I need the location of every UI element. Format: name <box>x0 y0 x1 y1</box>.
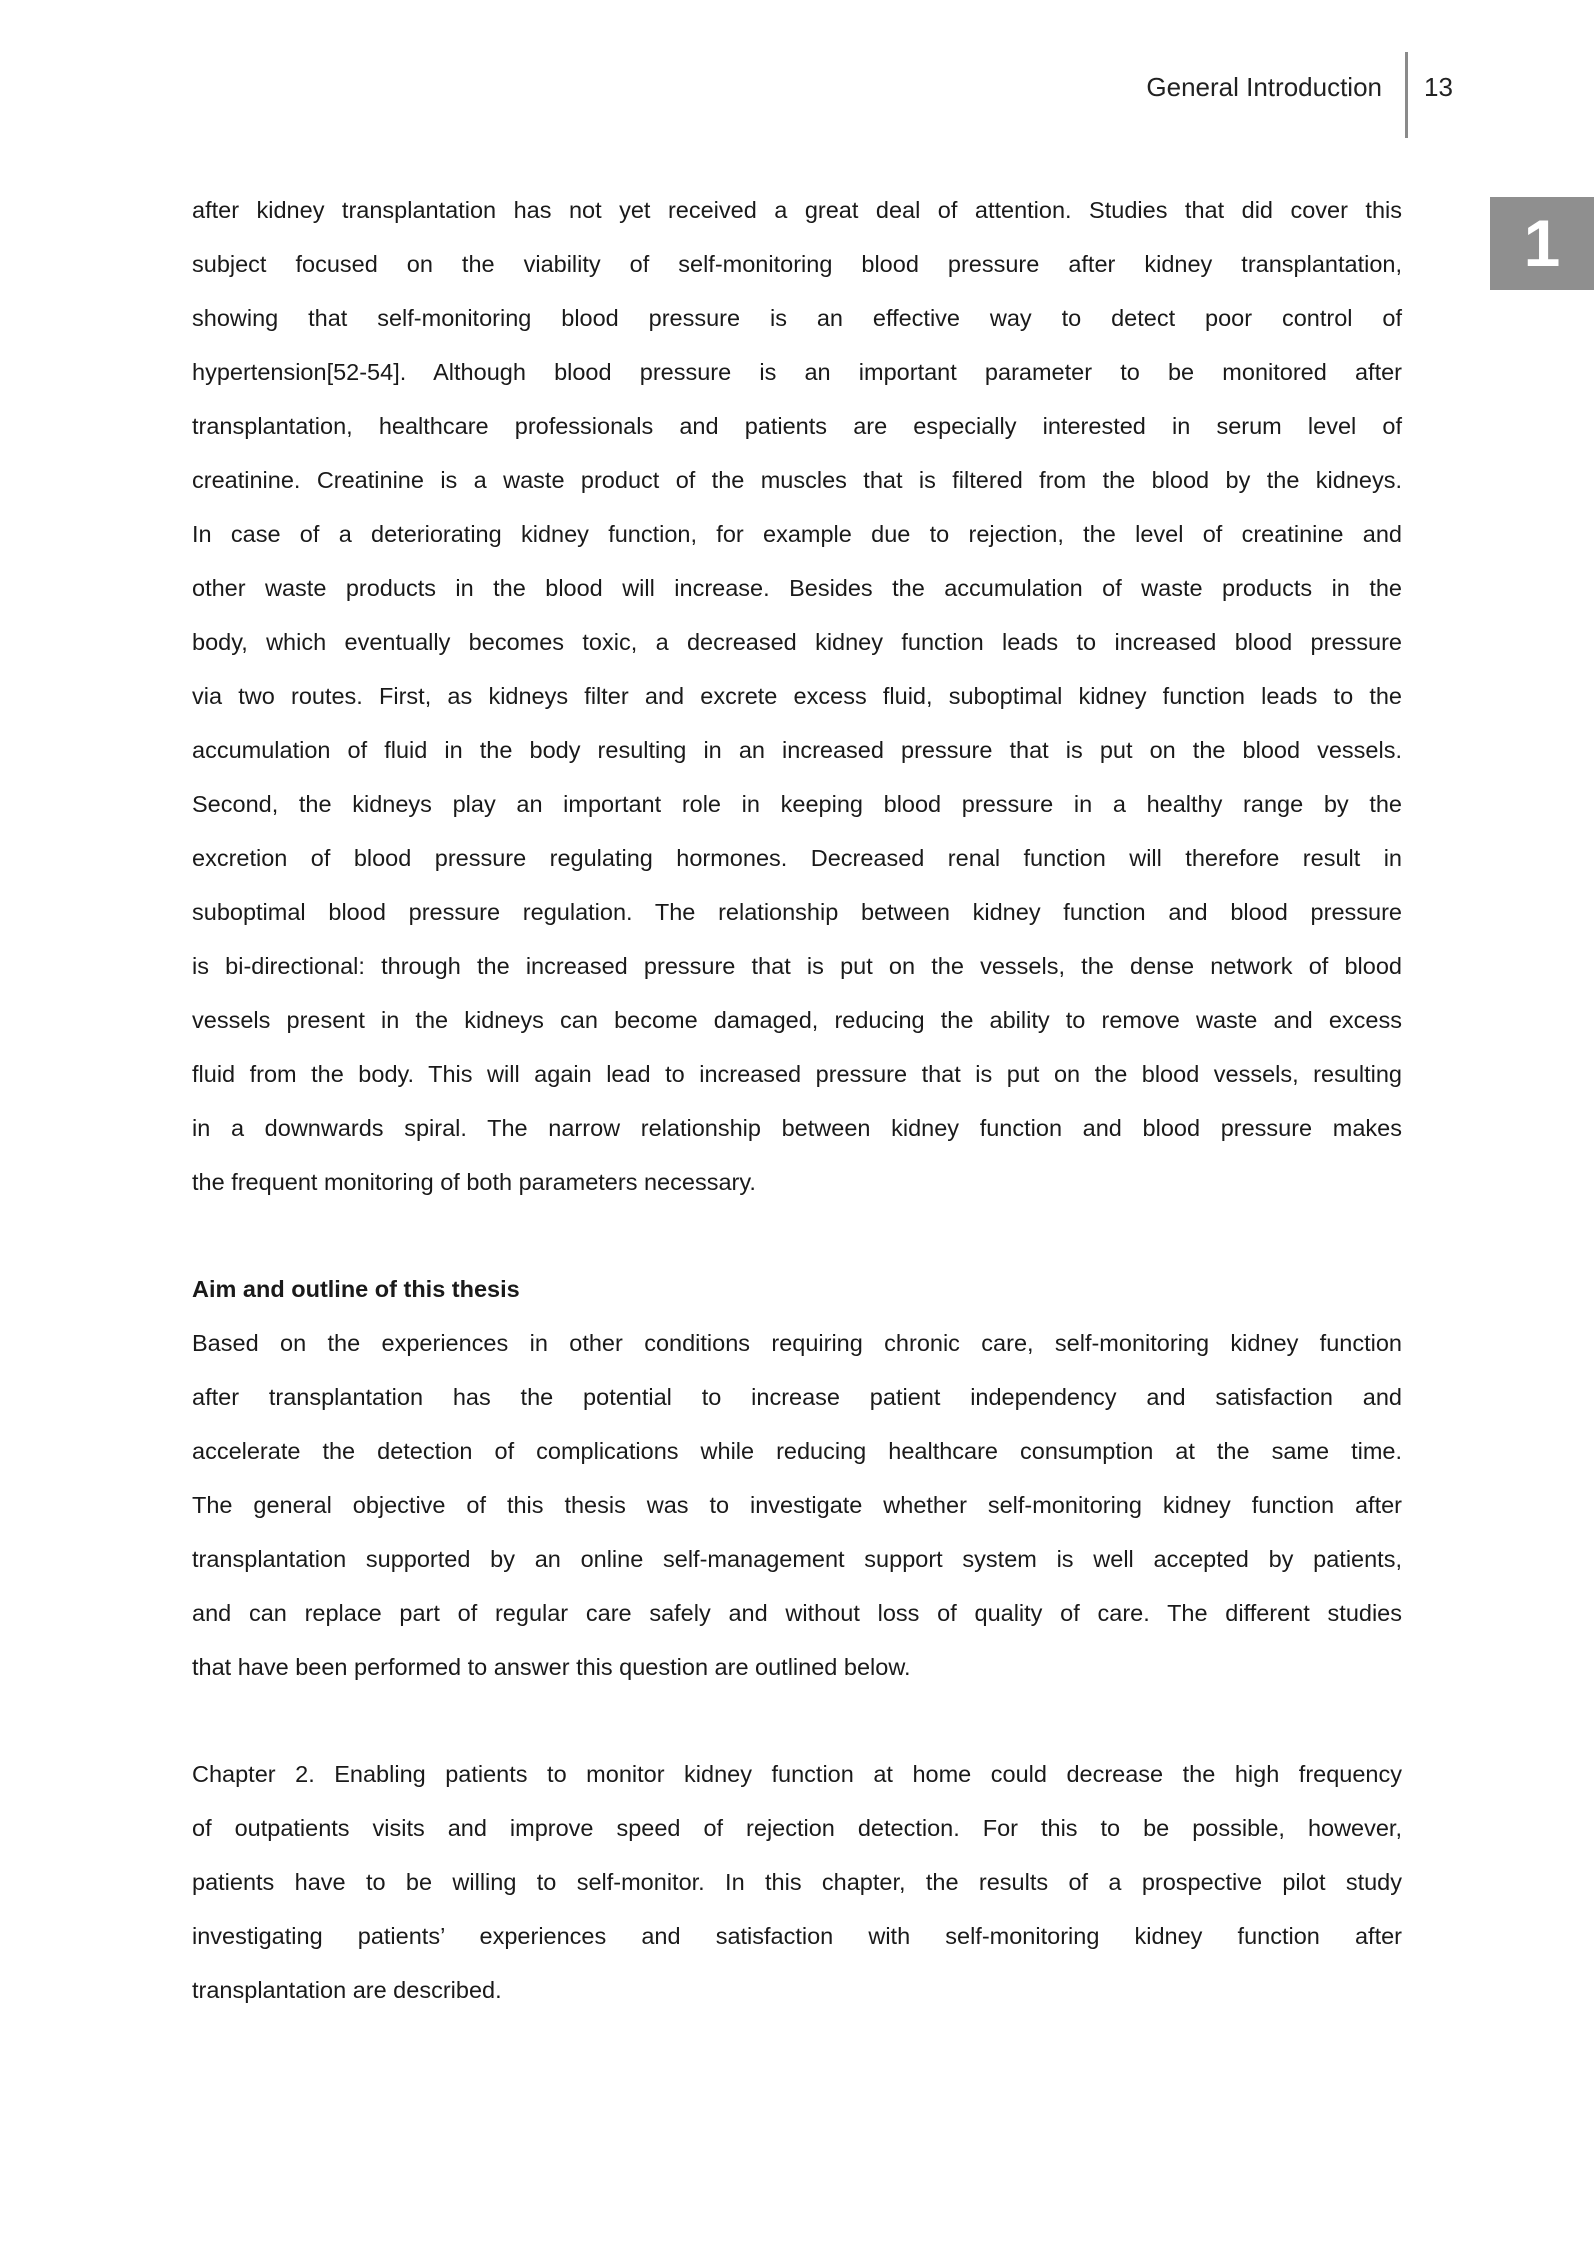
header-divider <box>1405 52 1408 138</box>
text-line: subject focused on the viability of self-monitoring blood pressure after kidney transplantation, <box>192 251 1402 277</box>
text-line: transplantation supported by an online self-management support system is well accepted by patients, <box>192 1546 1402 1572</box>
text-line: Chapter 2. Enabling patients to monitor kidney function at home could decrease the high frequency <box>192 1761 1402 1787</box>
text-line: creatinine. Creatinine is a waste product of the muscles that is filtered from the blood by the kidneys. <box>192 467 1402 493</box>
text-line: hypertension[52-54]. Although blood pressure is an important parameter to be monitored after <box>192 359 1402 385</box>
text-line: In case of a deteriorating kidney function, for example due to rejection, the level of creatinine and <box>192 521 1402 547</box>
paragraph-2 <box>192 1316 1402 1694</box>
text-line: and can replace part of regular care safely and without loss of quality of care. The different studies <box>192 1600 1402 1626</box>
text-line: in a downwards spiral. The narrow relationship between kidney function and blood pressure makes <box>192 1115 1402 1141</box>
text-line: investigating patients’ experiences and satisfaction with self-monitoring kidney function after <box>192 1923 1402 1949</box>
text-line: The general objective of this thesis was to investigate whether self-monitoring kidney function after <box>192 1492 1402 1518</box>
text-line: transplantation are described. <box>192 1977 502 2003</box>
text-line: accelerate the detection of complications while reducing healthcare consumption at the same time. <box>192 1438 1402 1464</box>
text-line: showing that self-monitoring blood pressure is an effective way to detect poor control of <box>192 305 1402 331</box>
text-line: of outpatients visits and improve speed of rejection detection. For this to be possible, however, <box>192 1815 1402 1841</box>
text-line: via two routes. First, as kidneys filter and excrete excess fluid, suboptimal kidney function leads to the <box>192 683 1402 709</box>
text-line: after kidney transplantation has not yet received a great deal of attention. Studies that did cover this <box>192 197 1402 223</box>
text-line: excretion of blood pressure regulating hormones. Decreased renal function will therefore result in <box>192 845 1402 871</box>
page-number: 13 <box>1424 72 1453 102</box>
text-line: accumulation of fluid in the body resulting in an increased pressure that is put on the blood vessels. <box>192 737 1402 763</box>
paragraph-1 <box>192 183 1402 1209</box>
chapter-tab: 1 <box>1490 197 1594 290</box>
section-heading: Aim and outline of this thesis <box>192 1276 520 1302</box>
paragraph-3 <box>192 1747 1402 2017</box>
text-line: after transplantation has the potential to increase patient independency and satisfaction and <box>192 1384 1402 1410</box>
text-line: fluid from the body. This will again lead to increased pressure that is put on the blood vessels, resulting <box>192 1061 1402 1087</box>
text-line: suboptimal blood pressure regulation. The relationship between kidney function and blood pressure <box>192 899 1402 925</box>
running-header-title: General Introduction <box>1146 72 1382 102</box>
text-line: that have been performed to answer this question are outlined below. <box>192 1654 911 1680</box>
text-line: other waste products in the blood will increase. Besides the accumulation of waste products in the <box>192 575 1402 601</box>
text-line: patients have to be willing to self-monitor. In this chapter, the results of a prospective pilot study <box>192 1869 1402 1895</box>
text-line: vessels present in the kidneys can become damaged, reducing the ability to remove waste and excess <box>192 1007 1402 1033</box>
text-line: Second, the kidneys play an important role in keeping blood pressure in a healthy range by the <box>192 791 1402 817</box>
text-line: Based on the experiences in other conditions requiring chronic care, self-monitoring kidney function <box>192 1330 1402 1356</box>
text-line: body, which eventually becomes toxic, a decreased kidney function leads to increased blood pressure <box>192 629 1402 655</box>
text-line: transplantation, healthcare professionals and patients are especially interested in serum level of <box>192 413 1402 439</box>
text-line: is bi-directional: through the increased pressure that is put on the vessels, the dense network of blood <box>192 953 1402 979</box>
text-line: the frequent monitoring of both parameters necessary. <box>192 1169 756 1195</box>
